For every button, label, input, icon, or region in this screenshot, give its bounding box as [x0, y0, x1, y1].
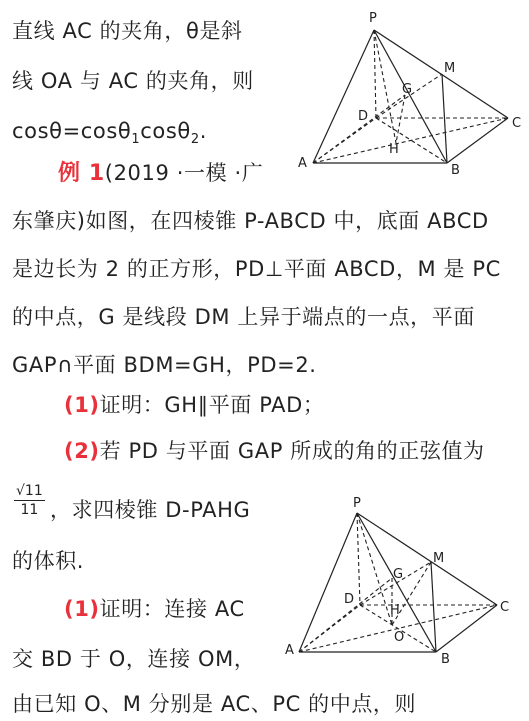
label-A: A — [298, 156, 307, 171]
solution-label: (1) — [64, 597, 100, 621]
fraction — [14, 483, 45, 518]
label-P: P — [369, 11, 377, 26]
label-H: H — [390, 603, 400, 618]
part-2-line — [64, 438, 485, 464]
label-M: M — [433, 551, 445, 566]
text-line-6: 是边长为 2 的正方形，PD⊥平面 ABCD，M 是 PC — [12, 257, 501, 281]
text-line-8: GAP∩平面 BDM=GH，PD=2. — [12, 353, 317, 377]
part-1-text: 证明：GH∥平面 PAD； — [99, 393, 325, 417]
example-line — [58, 160, 263, 187]
label-A: A — [285, 643, 294, 658]
label-C: C — [500, 600, 510, 615]
subscript: 2 — [190, 132, 200, 148]
fraction-denominator: 11 — [20, 502, 39, 518]
label-G: G — [402, 82, 413, 97]
pyramid-figure-1 — [285, 0, 529, 190]
part-2-label: (2) — [64, 439, 100, 463]
example-label: 例 1 — [58, 161, 105, 186]
text-line-15: 由已知 O、M 分别是 AC、PC 的中点，则 — [12, 692, 417, 716]
pyramid-figure-2 — [282, 488, 529, 673]
part-1-label: (1) — [64, 393, 100, 417]
text-line-1: 直线 AC 的夹角，θ是斜 — [12, 19, 243, 43]
label-P: P — [353, 496, 361, 511]
text-line-11: ，求四棱锥 D-PAHG — [50, 498, 251, 522]
label-D: D — [358, 109, 369, 124]
text-line-2: 线 OA 与 AC 的夹角，则 — [12, 69, 254, 93]
label-B: B — [441, 652, 450, 667]
label-C: C — [512, 116, 522, 131]
label-O: O — [394, 630, 405, 645]
subscript: 1 — [131, 132, 141, 148]
fraction-bar — [14, 500, 45, 501]
label-D: D — [344, 592, 355, 607]
text-line-7: 的中点，G 是线段 DM 上异于端点的一点，平面 — [12, 305, 475, 329]
solution-line — [64, 596, 245, 622]
label-G: G — [393, 567, 404, 582]
text-line-14: 交 BD 于 O，连接 OM， — [12, 647, 256, 671]
solution-text: 证明：连接 AC — [99, 597, 245, 621]
label-H: H — [389, 142, 399, 157]
formula-part: cosθ — [140, 119, 191, 143]
example-source: (2019 ·一模 ·广 — [104, 161, 264, 185]
formula-part: . — [199, 119, 207, 143]
fraction-numerator: √11 — [16, 483, 43, 499]
label-M: M — [444, 61, 456, 76]
formula-line — [12, 118, 207, 153]
part-2-text: 若 PD 与平面 GAP 所成的角的正弦值为 — [99, 439, 485, 463]
part-1-line — [64, 392, 325, 418]
label-B: B — [451, 163, 460, 178]
text-line-5: 东肇庆)如图，在四棱锥 P-ABCD 中，底面 ABCD — [12, 209, 489, 233]
text-line-12: 的体积. — [12, 549, 85, 573]
formula-part: cosθ=cosθ — [12, 119, 132, 143]
